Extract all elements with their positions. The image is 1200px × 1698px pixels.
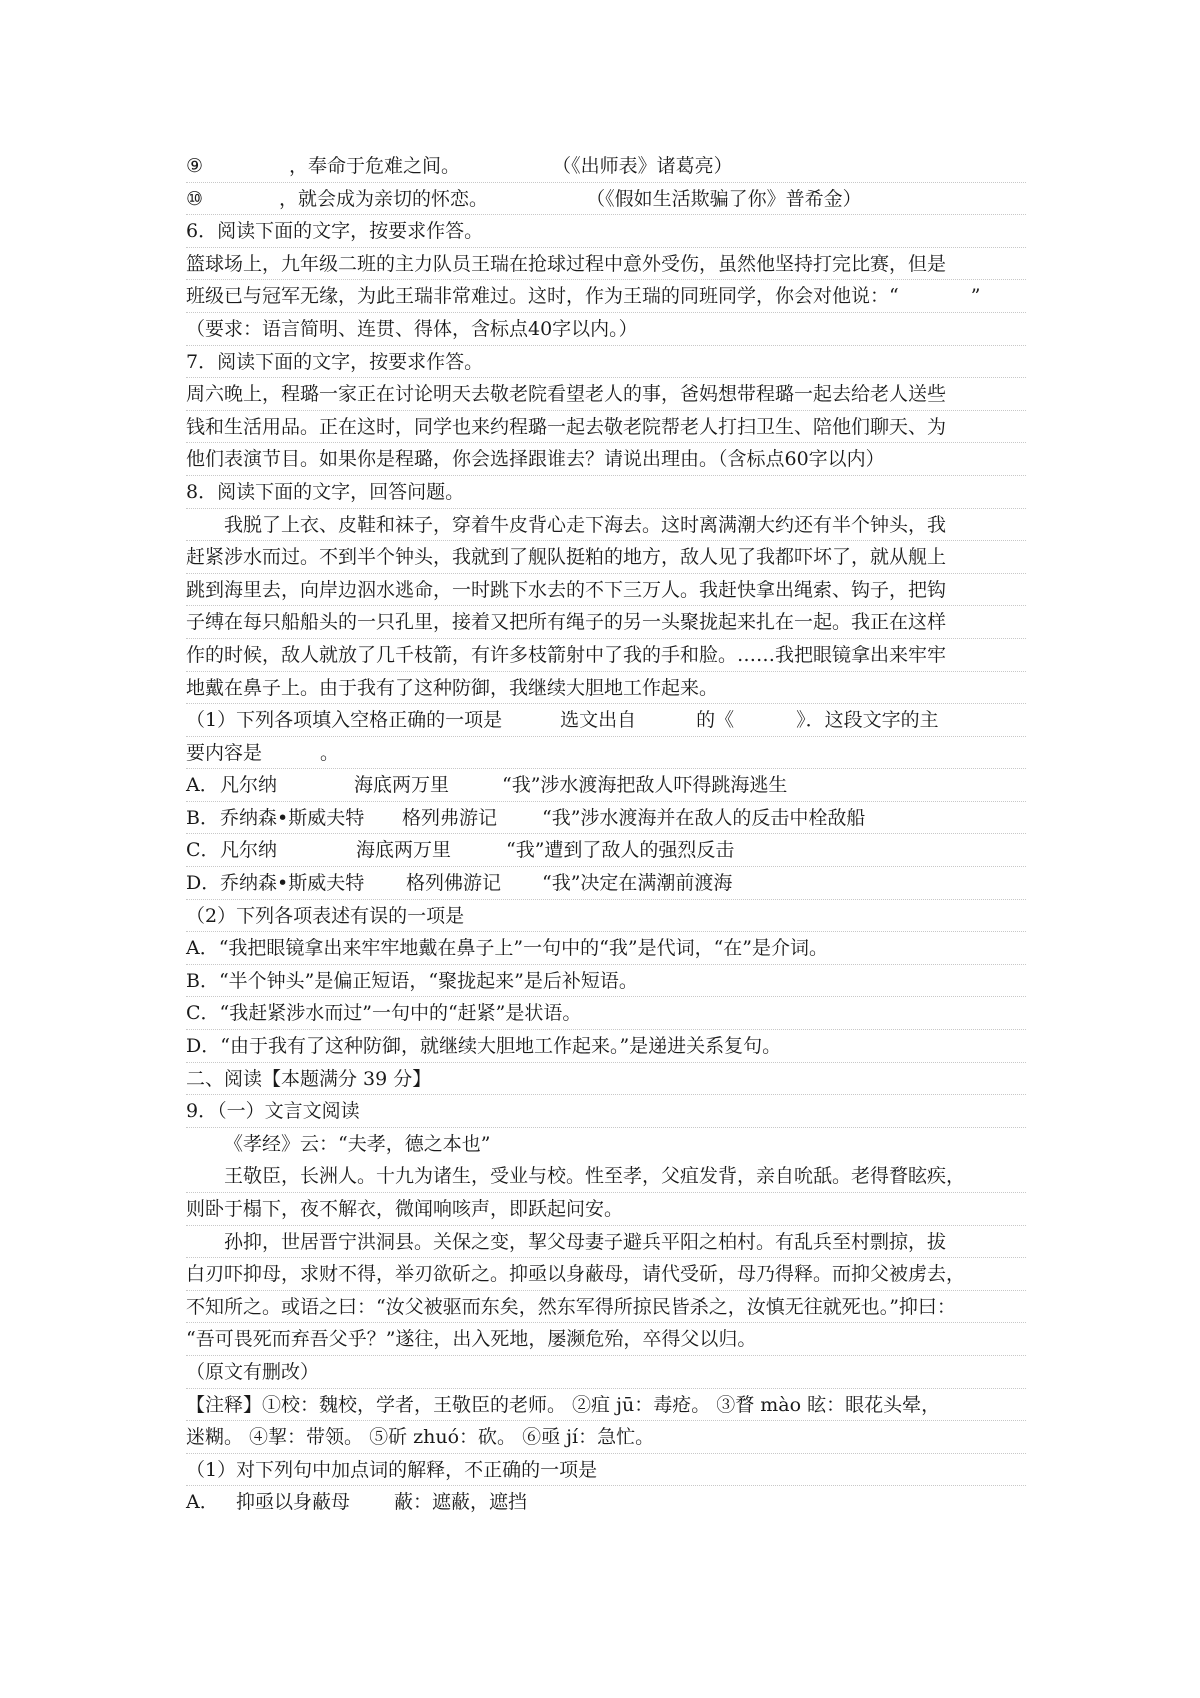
option-row: A．“我把眼镜拿出来牢牢地戴在鼻子上”一句中的“我”是代词，“在”是介词。 [186, 932, 1026, 965]
question-6-text: 班级已与冠军无缘，为此王瑞非常难过。这时，作为王瑞的同班同学，你会对他说：“ ” [186, 280, 1026, 313]
section-heading: 二、阅读【本题满分 39 分】 [186, 1063, 1026, 1096]
passage-line: “吾可畏死而弃吾父乎？”遂往，出入死地，屡濒危殆，卒得父以归。 [186, 1323, 1026, 1356]
question-8-title: 8．阅读下面的文字，回答问题。 [186, 476, 1026, 509]
option-row: D．“由于我有了这种防御，就继续大胆地工作起来。”是递进关系复句。 [186, 1030, 1026, 1063]
question-6-text: 篮球场上，九年级二班的主力队员王瑞在抢球过程中意外受伤，虽然他坚持打完比赛，但是 [186, 248, 1026, 281]
passage-line: 白刃吓抑母，求财不得，举刃欲斫之。抑亟以身蔽母，请代受斫，母乃得释。而抑父被虏去， [186, 1258, 1026, 1291]
question-6-title: 6．阅读下面的文字，按要求作答。 [186, 215, 1026, 248]
document-page [186, 150, 1026, 1519]
passage-line: 我脱了上衣、皮鞋和袜子，穿着牛皮背心走下海去。这时离满潮大约还有半个钟头，我 [186, 509, 1026, 542]
option-row: B．乔纳森•斯威夫特 格列弗游记 “我”涉水渡海并在敌人的反击中栓敌船 [186, 802, 1026, 835]
question-8-sub2-stem: （2）下列各项表述有误的一项是 [186, 900, 1026, 933]
circled-number: ⑩ [186, 187, 204, 210]
passage-line: 则卧于榻下，夜不解衣，微闻响咳声，即跃起问安。 [186, 1193, 1026, 1226]
option-row: A． 抑亟以身蔽母 蔽：遮蔽，遮挡 [186, 1491, 528, 1514]
poem-text: ，就会成为亲切的怀恋。 [279, 187, 489, 210]
passage-line: 王敬臣，长洲人。十九为诸生，受业与校。性至孝，父疽发背，亲自吮舐。老得瞀眩疾， [186, 1160, 1026, 1193]
passage-line: 地戴在鼻子上。由于我有了这种防御，我继续大胆地工作起来。 [186, 672, 1026, 705]
question-6-requirement: （要求：语言简明、连贯、得体，含标点40字以内。） [186, 313, 1026, 346]
question-7-text: 周六晚上，程璐一家正在讨论明天去敬老院看望老人的事，爸妈想带程璐一起去给老人送些 [186, 378, 1026, 411]
passage-line: 跳到海里去，向岸边泅水逃命，一时跳下水去的不下三万人。我赶快拿出绳索、钩子，把钩 [186, 574, 1026, 607]
poem-line-9 [186, 150, 1026, 183]
question-9-sub1-stem: （1）对下列句中加点词的解释，不正确的一项是 [186, 1454, 1026, 1487]
option-row: C．凡尔纳 海底两万里 “我”遭到了敌人的强烈反击 [186, 834, 1026, 867]
passage-line: 子缚在每只船船头的一只孔里，接着又把所有绳子的另一头聚拢起来扎在一起。我正在这样 [186, 606, 1026, 639]
question-8-sub1-stem: （1）下列各项填入空格正确的一项是 选文出自 的《 》．这段文字的主 [186, 704, 1026, 737]
question-9-title: 9．（一）文言文阅读 [186, 1095, 1026, 1128]
question-7-text: 钱和生活用品。正在这时，同学也来约程璐一起去敬老院帮老人打扫卫生、陪他们聊天、为 [186, 411, 1026, 444]
passage-line: 作的时候，敌人就放了几千枝箭，有许多枝箭射中了我的手和脸。……我把眼镜拿出来牢牢 [186, 639, 1026, 672]
poem-text: ，奉命于危难之间。 [289, 155, 461, 177]
option-row: D．乔纳森•斯威夫特 格列佛游记 “我”决定在满潮前渡海 [186, 867, 1026, 900]
passage-line: 不知所之。或语之曰：“汝父被驱而东矣，然东军得所掠民皆杀之，汝慎无往就死也。”抑曰： [186, 1291, 1026, 1324]
question-8-sub1-stem: 要内容是 。 [186, 737, 1026, 770]
poem-source: （《出师表》诸葛亮） [552, 155, 733, 177]
option-row: C．“我赶紧涉水而过”一句中的“赶紧”是状语。 [186, 997, 1026, 1030]
poem-source: （《假如生活欺骗了你》普希金） [586, 187, 862, 210]
option-row: A．凡尔纳 海底两万里 “我”涉水渡海把敌人吓得跳海逃生 [186, 769, 1026, 802]
passage-note: （原文有删改） [186, 1356, 1026, 1389]
question-7-title: 7．阅读下面的文字，按要求作答。 [186, 346, 1026, 379]
annotation-line: 迷糊。 ④挈：带领。 ⑤斫 zhuó：砍。 ⑥亟 jí：急忙。 [186, 1421, 1026, 1454]
circled-number: ⑨ [186, 155, 204, 177]
question-7-text: 他们表演节目。如果你是程璐，你会选择跟谁去？请说出理由。（含标点60字以内） [186, 443, 1026, 476]
passage-line: 孙抑，世居晋宁洪洞县。关保之变，挈父母妻子避兵平阳之柏村。有乱兵至村剽掠，拔 [186, 1226, 1026, 1259]
poem-line-10 [186, 183, 1026, 216]
option-row: B．“半个钟头”是偏正短语，“聚拢起来”是后补短语。 [186, 965, 1026, 998]
passage-line: 赶紧涉水而过。不到半个钟头，我就到了舰队挺粕的地方，敌人见了我都吓坏了，就从舰上 [186, 541, 1026, 574]
annotation-line: 【注释】①校：魏校，学者，王敬臣的老师。 ②疽 jū：毒疮。 ③瞀 mào 眩：眼花头晕， [186, 1389, 1026, 1422]
passage-heading: 《孝经》云：“夫孝，德之本也” [224, 1132, 491, 1155]
